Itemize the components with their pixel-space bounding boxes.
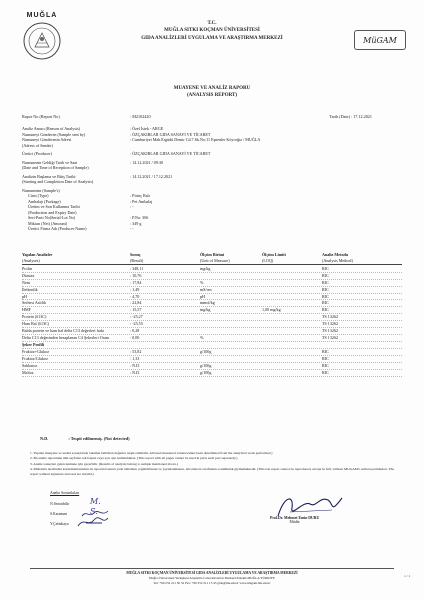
- info-label: (Adress of Sender): [22, 142, 53, 148]
- analysis-loq: [262, 349, 322, 355]
- info-label: Seri-Parti No(Serial-Lot No): [28, 215, 76, 221]
- table-row: [22, 300, 402, 307]
- header-university: MUĞLA SITKI KOÇMAN ÜNİVERSİTESİ: [164, 28, 260, 34]
- analysis-unit: mg/kg: [200, 265, 211, 271]
- info-row: [22, 151, 402, 157]
- analysis-unit: %: [200, 335, 204, 341]
- report-date-label: Tarih (Date): [329, 114, 350, 119]
- info-row: [22, 226, 402, 232]
- info-label: Analizin Başlama ve Bitiş Tarihi: [22, 173, 76, 179]
- table-row: [22, 321, 402, 328]
- page-footer: [30, 568, 394, 586]
- info-value: : Pet Ambalaj: [130, 198, 153, 204]
- info-value: [130, 165, 402, 171]
- info-value: : Özel İstek - ARGE: [130, 126, 164, 131]
- analysis-unit: pH: [200, 293, 206, 299]
- info-label: Miktarı (Net) (Amount): [28, 220, 68, 226]
- analysis-method: RIC: [322, 369, 329, 375]
- note-item: 4. Muhatabı tarafından korunmamasından da raporun basının yada tamamen çoğaltılmasını ve yayınlanmasını, laboratuvar tarafından sorumluluk giymemektedir. (This test report cannot be reproduced, except in full, without MUGAM's written permission. The report without signature and seal are invalid.): [30, 466, 394, 476]
- results-table: [22, 252, 402, 377]
- table-row: [22, 307, 402, 314]
- table-body: [22, 266, 402, 377]
- table-row: [22, 266, 402, 273]
- header-analyses-en: (Analyses): [22, 257, 40, 263]
- university-seal-icon: [22, 21, 62, 61]
- analysis-loq: [262, 314, 322, 320]
- report-date: [329, 114, 372, 119]
- analysis-name: Fruktoz+Glukoz: [22, 348, 50, 354]
- header-center: [80, 20, 344, 42]
- analyst-3: [50, 519, 79, 529]
- table-row: [22, 287, 402, 294]
- footer-line-3: Tel: +90 252 211 30 52 Fax: +90 252 211 13 45 gida@mu.edu.tr www.mugam.mu.edu.tr: [153, 581, 271, 586]
- analysis-loq: [262, 294, 322, 300]
- table-row: [22, 273, 402, 280]
- analysis-unit: [200, 273, 262, 279]
- info-value: : ÖZÇAKIRLAR GIDA SANAYİ VE TİCARET: [130, 151, 211, 157]
- analysis-loq: [262, 266, 322, 272]
- table-row: [22, 280, 402, 287]
- analysis-loq: [262, 335, 322, 341]
- analysis-name: Sakkaroz: [22, 362, 38, 368]
- info-value: : ÖZÇAKIRLAR GIDA SANAYİ VE TİCARET: [130, 131, 211, 137]
- analyst-1-name: N.Sezonbilir: [50, 502, 70, 506]
- analysis-method: RIC: [322, 348, 329, 354]
- analysis-result: : 1,49: [130, 286, 140, 292]
- analysis-unit: [200, 342, 262, 348]
- analysis-method: [322, 342, 402, 348]
- logo-word: MUĞLA: [26, 12, 58, 19]
- title-tr: MUAYENE VE ANALİZ RAPORU: [173, 86, 251, 91]
- analysis-method: TS 13262: [322, 328, 339, 334]
- analysis-unit: %: [200, 279, 204, 285]
- analysis-name: Serbest Asitlik: [22, 300, 46, 306]
- info-row: [22, 179, 402, 185]
- info-label: (Starting and Completion Date of Analysis): [22, 179, 94, 185]
- analysis-unit: [200, 321, 262, 327]
- header-method-en: (Analysis Method): [322, 257, 353, 263]
- info-label: Numunenin Geldiği Tarih ve Saat: [22, 159, 78, 165]
- info-label: Numuneyi Gönderen (Sample sent by): [22, 131, 86, 137]
- page-number: 1 / 1: [404, 574, 410, 578]
- footer-line-2: Muğla Üniversitesi Yerleşkesi Araştırma Laboratuvarları Merkezi Kötekli-MUĞLA/TÜRKİYE: [149, 576, 275, 581]
- analysis-result: : 15,57: [130, 307, 142, 313]
- analysis-name: Diastaz: [22, 272, 35, 278]
- analysis-result: [130, 342, 200, 348]
- analysis-unit: [200, 356, 262, 362]
- analysis-name: Ham Bal (δ13C): [22, 321, 50, 327]
- analysis-loq: [262, 342, 322, 348]
- info-value: : P.No: 306: [130, 215, 149, 221]
- analysis-result: : 348,11: [130, 265, 144, 271]
- table-row: [22, 363, 402, 370]
- analysis-result: : N.D.: [130, 362, 141, 368]
- note-item: 2. Bu analiz raporunun tüm sayfaları tek başına veya ayrı ayrı kullanılamaz. (This report with all pages cannot be used in parts each part separately.): [30, 456, 238, 461]
- table-row: [22, 349, 402, 356]
- table-section-row: [22, 342, 402, 349]
- nd-legend: [40, 436, 130, 441]
- report-no-label: Rapor No (Report No): [22, 114, 60, 119]
- analysis-unit: g/100g: [200, 362, 212, 368]
- analysis-result: : -25,55: [130, 321, 143, 327]
- analysis-loq: [262, 370, 322, 376]
- analysis-name: Prolin: [22, 265, 33, 271]
- mugam-logo: MüGAM: [354, 30, 406, 50]
- analysis-method: RIC: [322, 362, 329, 368]
- analysis-result: : 4,70: [130, 293, 140, 299]
- info-label: Analiz Amacı (Reason of Analysis): [22, 126, 80, 131]
- header-unit: Ölçüm Birimi: [200, 252, 225, 257]
- analysis-result: : 22,84: [130, 300, 142, 306]
- analysis-name: Maltoz: [22, 369, 34, 375]
- analysis-name: Delta C13 değerinden hesaplanan C4 Şekerleri Oranı: [22, 335, 110, 341]
- analysis-method: RIC: [322, 300, 329, 306]
- report-no-value: : M2102420: [130, 114, 151, 119]
- analysis-result: : 53,82: [130, 348, 142, 354]
- table-row: [22, 328, 402, 335]
- header-loq-en: (LOQ): [262, 257, 274, 263]
- info-value: : -: [130, 204, 134, 210]
- report-notes: [30, 451, 400, 477]
- info-value: : Pirinç Balı: [130, 193, 150, 199]
- analysis-name: Fruktoz/Glukoz: [22, 355, 48, 361]
- analysis-loq: [262, 273, 322, 279]
- note-item: 1. Yapılan muayene ve analiz sonuçlarıda rakamla belirtilen değerler tespit edilebilir. Allowed measured values/values been determined from the analytical work performed.): [30, 451, 273, 455]
- analysis-method: TS 13262: [322, 321, 339, 327]
- info-label: Ambalajı (Package): [28, 198, 61, 204]
- analyst-1-initials: M. S.: [90, 497, 101, 516]
- analysts-heading: Analiz Sorumluları: [50, 491, 80, 495]
- nd-text: : Tespit edilmemiş. (Not detected): [68, 436, 130, 441]
- analysis-result: : -25,27: [130, 314, 143, 320]
- footer-line-1: MUĞLA SITKI KOÇMAN ÜNİVERSİTESİ GIDA ANALİZLERİ UYGULAMA VE ARAŞTIRMA MERKEZİ: [126, 571, 298, 575]
- note-item: 3. Analiz sonuçları gelen numune için geçerlidir. (Results of analysis belong to sample mentioned above.): [30, 461, 179, 466]
- university-logo: [18, 12, 66, 66]
- analysis-name: pH: [22, 293, 28, 299]
- analysis-unit: [200, 314, 262, 320]
- analyst-3-signature-icon: [76, 515, 110, 529]
- table-row: [22, 335, 402, 342]
- analysis-result: : 0,00: [130, 335, 140, 341]
- analysis-loq: [262, 356, 322, 362]
- info-value: [130, 179, 402, 185]
- info-value: : 14.12.2021 / 17.12.2021: [130, 173, 173, 179]
- director-name: Prof.Dr. Mehmet Emin DURU: [270, 516, 320, 520]
- info-value: [130, 143, 402, 149]
- header-country: T.C.: [207, 21, 217, 26]
- analysis-loq: 1,00 mg/kg: [262, 307, 281, 313]
- info-label: (Production and Expiry Date): [28, 209, 77, 215]
- info-row: [22, 165, 402, 171]
- header-method: Analiz Metodu: [322, 252, 349, 257]
- analysis-unit: mg/kg: [200, 307, 211, 313]
- header-result-en: (Result): [130, 257, 144, 263]
- info-label: Üretici (Producer): [22, 151, 52, 157]
- analysis-loq: [262, 321, 322, 327]
- analysis-method: RIC: [322, 265, 329, 271]
- info-label: Numuneyi Gönderenin Adresi: [22, 137, 72, 143]
- analysis-unit: g/100g: [200, 348, 212, 354]
- analysis-unit: g/100g: [200, 369, 212, 375]
- table-row: [22, 356, 402, 363]
- analysis-method: RIC: [322, 307, 329, 313]
- header-loq: Ölçüm Limiti: [262, 252, 286, 257]
- sample-info: [22, 126, 402, 232]
- report-number-row: [22, 114, 402, 119]
- director-role: Müdür: [289, 520, 300, 524]
- info-value: : -: [130, 226, 134, 232]
- info-value: : 14.12.2021 / 09:30: [130, 159, 164, 165]
- info-label: Numunenin (Sample's): [22, 187, 60, 193]
- info-value: : Cumhuriyet Mah.Ergüdü Demir Cd.7.Sk.No:11 Eşnenler Köyceğiz / MUĞLA: [130, 137, 261, 143]
- director-signature: [270, 516, 319, 524]
- report-date-value: : 17.12.2021: [350, 114, 372, 119]
- table-header-en: [22, 258, 402, 265]
- analysis-method: RIC: [322, 286, 329, 292]
- analysis-name: Balda protein ve ham bal delta C13 değerleri farkı: [22, 328, 105, 334]
- director-signature-icon: [270, 490, 350, 522]
- info-label: Üretici Firma Adı (Producer Name): [28, 226, 87, 232]
- table-row: [22, 314, 402, 321]
- info-label: Cinsi (Type): [28, 193, 49, 199]
- analysis-method: RIC: [322, 279, 329, 285]
- report-title: [0, 85, 424, 99]
- info-row: [22, 143, 402, 149]
- header-analyses: Yapılan Analizler: [22, 252, 53, 257]
- analysis-unit: mmol/kg: [200, 300, 215, 306]
- analysis-name: HMF: [22, 307, 31, 313]
- analysis-unit: mS/cm: [200, 286, 212, 292]
- info-value: : 349 g: [130, 220, 142, 226]
- analysis-method: TS 13262: [322, 335, 339, 341]
- info-label: Üretim ve Son Kullanma Tarihi: [28, 204, 80, 210]
- analysis-method: RIC: [322, 355, 329, 361]
- analysis-name: Protein (δ13C): [22, 314, 47, 320]
- analysis-result: : 10,76: [130, 272, 142, 278]
- analyst-2: [50, 509, 79, 519]
- header-unit-en: (Unit of Measure): [200, 257, 230, 263]
- analysis-loq: [262, 280, 322, 286]
- analysis-name: İletkenlik: [22, 286, 38, 292]
- analyst-2-name: S.Karaman: [50, 512, 67, 516]
- analysis-result: : 17,84: [130, 279, 142, 285]
- analysis-loq: [262, 300, 322, 306]
- analysis-loq: [262, 363, 322, 369]
- analysis-method: TS 13262: [322, 314, 339, 320]
- table-row: [22, 370, 402, 377]
- analysis-result: : 1,33: [130, 355, 140, 361]
- header-center-name: GIDA ANALİZLERİ UYGULAMA VE ARAŞTIRMA MERKEZİ: [141, 35, 283, 41]
- analysis-loq: [262, 328, 322, 334]
- header-result: Sonuç: [130, 252, 141, 257]
- analysis-name: Nem: [22, 279, 30, 285]
- analysis-method: RIC: [322, 293, 329, 299]
- analysis-name: Şeker Profili: [22, 341, 45, 347]
- analysis-method: RIC: [322, 272, 329, 278]
- nd-label: N.D.: [40, 436, 49, 441]
- analyst-3-name: Y.Çetinkaya: [50, 522, 69, 526]
- table-row: [22, 294, 402, 301]
- analysis-result: : N.D.: [130, 369, 141, 375]
- analysis-unit: [200, 328, 262, 334]
- analysis-loq: [262, 287, 322, 293]
- analysts-signatures: [50, 491, 101, 529]
- info-label: (Date and Time of Reception of Sample): [22, 165, 89, 171]
- analysis-result: : 0,28: [130, 328, 140, 334]
- title-en: (ANALYSIS REPORT): [186, 93, 238, 98]
